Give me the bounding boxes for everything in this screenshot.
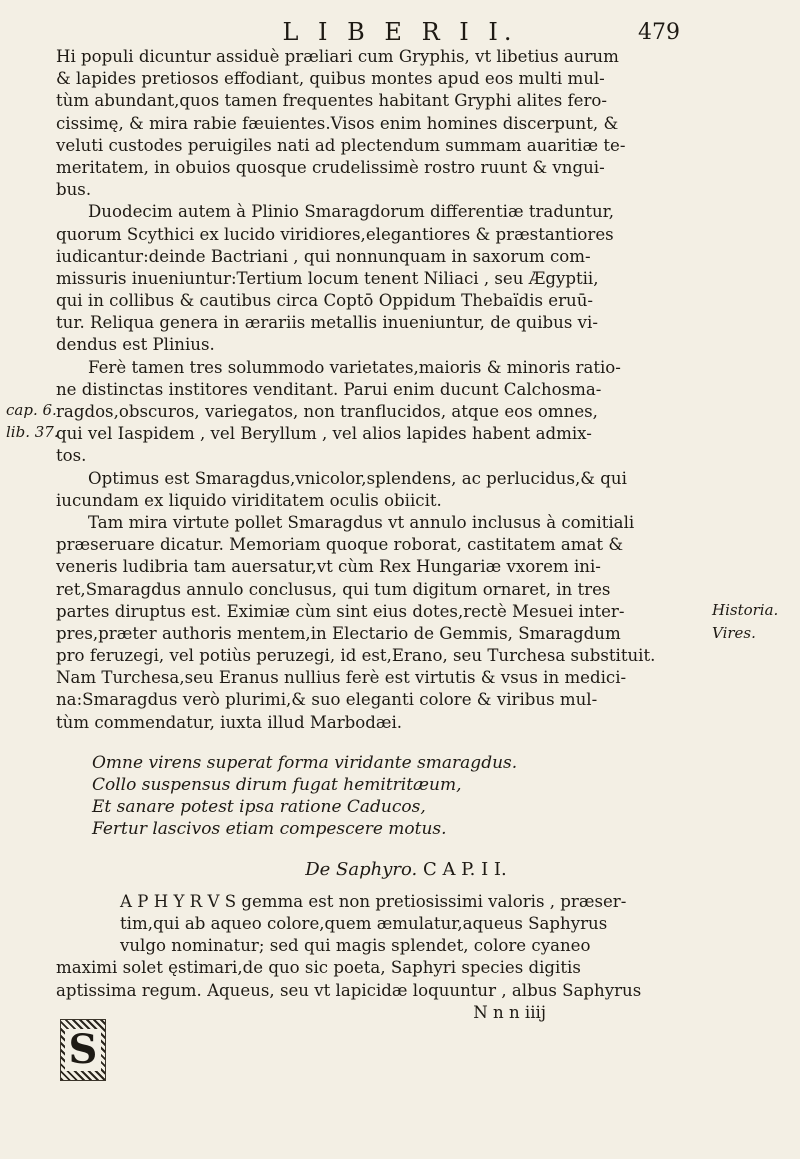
text-line: iucundam ex liquido viriditatem oculis obiicit. xyxy=(56,490,442,510)
text-line: Nam Turchesa,seu Eranus nullius ferè est virtutis & vsus in medici- xyxy=(56,668,627,688)
text-line: pro feruzegi, vel potiùs peruzegi, id est,Erano, seu Turchesa substituit. xyxy=(56,646,656,666)
text-line: aptissima regum. Aqueus, seu vt lapicidæ loquuntur , albus Saphyrus xyxy=(56,980,642,1000)
margin-note-vires: Vires. xyxy=(712,624,756,642)
text-line: Duodecim autem à Plinio Smaragdorum differentiæ traduntur, xyxy=(88,202,615,222)
margin-note-lib: lib. 37. xyxy=(6,423,59,441)
text-line: missuris inueniuntur:Tertium locum tenent Niliaci , seu Ægyptii, xyxy=(56,268,599,288)
chapter-title: De Saphyro. xyxy=(305,858,418,880)
verse-line: Omne virens superat forma viridante smaragdus. xyxy=(92,752,518,773)
text-line: A P H Y R V S gemma est non pretiosissimi valoris , præser- xyxy=(120,891,627,911)
page-number: 479 xyxy=(638,20,680,45)
text-line: veneris ludibria tam auersatur,vt cùm Rex Hungariæ vxorem ini- xyxy=(56,557,601,577)
text-line: tos. xyxy=(56,446,87,466)
text-line: cissimę, & mira rabie fæuientes.Visos enim homines discerpunt, & xyxy=(56,113,619,133)
drop-cap-letter: S xyxy=(65,1029,102,1071)
text-line: tùm abundant,quos tamen frequentes habitant Gryphi alites fero- xyxy=(56,91,607,111)
margin-note-historia: Historia. xyxy=(712,601,779,619)
text-line: qui in collibus & cautibus circa Coptō Oppidum Thebaïdis eruū- xyxy=(56,291,594,311)
text-line: tur. Reliqua genera in ærariis metallis inueniuntur, de quibus vi- xyxy=(56,313,598,333)
verse-line: Collo suspensus dirum fugat hemitritæum, xyxy=(92,775,462,795)
drop-cap-ornament xyxy=(60,1019,106,1081)
text-line: ragdos,obscuros, variegatos, non tranflucidos, atque eos omnes, xyxy=(56,402,598,421)
text-line: præseruare dicatur. Memoriam quoque roborat, castitatem amat & xyxy=(56,535,624,555)
verse-line: Et sanare potest ipsa ratione Caducos, xyxy=(92,797,426,818)
text-line: bus. xyxy=(56,180,92,200)
text-line: ret,Smaragdus annulo conclusus, qui tum digitum ornaret, in tres xyxy=(56,579,611,599)
main-text xyxy=(56,46,696,1024)
margin-note-cap: cap. 6. xyxy=(6,401,57,419)
text-line: Tam mira virtute pollet Smaragdus vt annulo inclusus à comitiali xyxy=(88,512,635,532)
text-line: dendus est Plinius. xyxy=(56,335,215,355)
text-line: & lapides pretiosos effodiant, quibus montes apud eos multi mul- xyxy=(56,69,605,89)
text-line: veluti custodes peruigiles nati ad plectendum summam auaritiæ te- xyxy=(56,135,626,155)
text-line: quorum Scythici ex lucido viridiores,elegantiores & præstantiores xyxy=(56,224,614,244)
running-title: L I B E R I I. xyxy=(282,18,518,46)
chapter-heading xyxy=(56,859,696,881)
text-line: Ferè tamen tres solummodo varietates,maioris & minoris ratio- xyxy=(88,357,621,377)
chapter-number: C A P. I I. xyxy=(422,858,507,880)
text-line: vulgo nominatur; sed qui magis splendet, colore cyaneo xyxy=(120,936,591,956)
text-line: maximi solet ęstimari,de quo sic poeta, Saphyri species digitis xyxy=(56,958,581,978)
text-line: qui vel Iaspidem , vel Beryllum , vel alios lapides habent admix- xyxy=(56,424,592,444)
text-line: tùm commendatur, iuxta illud Marbodæi. xyxy=(56,712,403,732)
signature-mark: N n n iiij xyxy=(473,1002,546,1022)
text-line: iudicantur:deinde Bactriani , qui nonnunquam in saxorum com- xyxy=(56,246,591,266)
text-line: meritatem, in obuios quosque crudelissimè rostro ruunt & vngui- xyxy=(56,157,605,177)
text-line: na:Smaragdus verò plurimi,& suo eleganti colore & viribus mul- xyxy=(56,690,598,710)
text-line: tim,qui ab aqueo colore,quem æmulatur,aqueus Saphyrus xyxy=(120,913,608,933)
text-line: Hi populi dicuntur assiduè præliari cum Gryphis, vt libetius aurum xyxy=(56,47,619,66)
text-line: Optimus est Smaragdus,vnicolor,splendens, ac perlucidus,& qui xyxy=(88,468,627,488)
text-line: pres,præter authoris mentem,in Electario de Gemmis, Smaragdum xyxy=(56,623,621,643)
verse-line: Fertur lascivos etiam compescere motus. xyxy=(92,819,447,840)
text-line: partes diruptus est. Eximiæ cùm sint eius dotes,rectè Mesuei inter- xyxy=(56,601,625,621)
text-line: ne distinctas institores venditant. Parui enim ducunt Calchosma- xyxy=(56,379,602,399)
